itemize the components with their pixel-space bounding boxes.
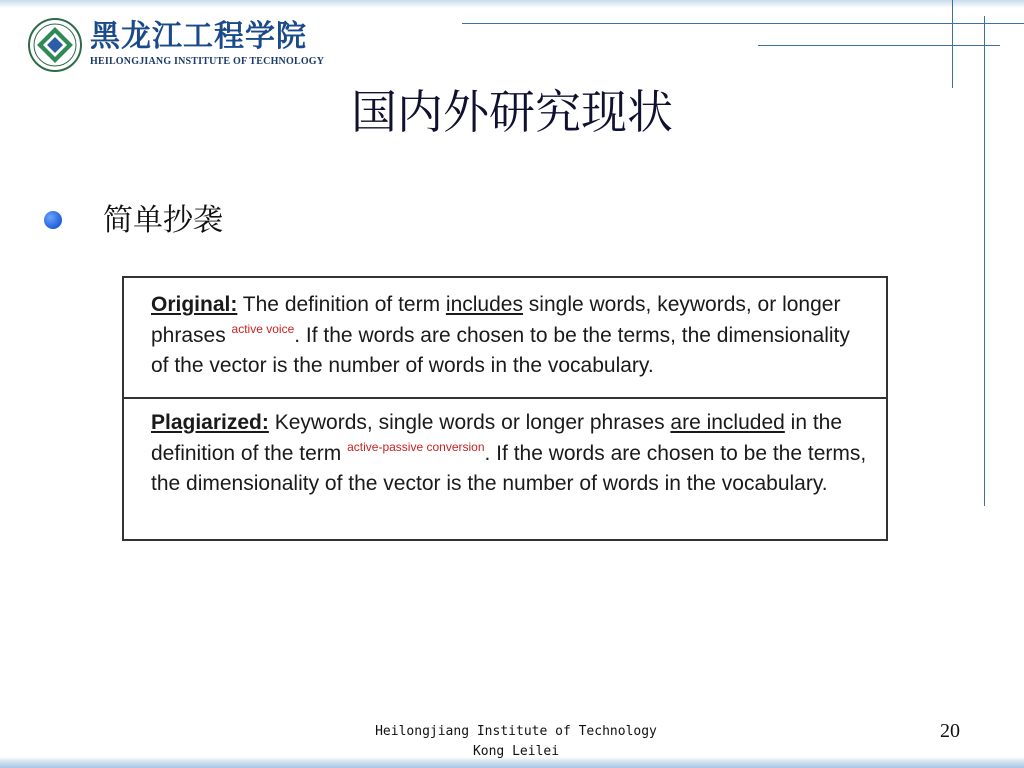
original-annotation: active voice [231,321,295,336]
institute-emblem-icon [28,18,82,72]
plagiarized-text: in the definition of the term [151,411,843,465]
original-text: . If the words are chosen to be the terms, the dimensionality of the vector is the number of words in the vocabulary. [151,323,850,377]
footer [350,722,682,762]
plagiarized-example [124,397,886,539]
plagiarized-text: . If the words are chosen to be the terms, the dimensionality of the vector is the number of words in the vocabulary. [151,441,867,495]
page-number: 20 [940,720,960,742]
original-text: The definition of term [237,293,446,316]
bullet-text: 简单抄袭 [103,203,223,238]
original-label: Original: [151,293,238,316]
institute-name-cn: 黑龙江工程学院 [90,19,307,54]
decor-line [758,45,1000,46]
plagiarized-underlined-text: are included [670,411,785,434]
plagiarized-label: Plagiarized: [151,411,269,434]
decor-line [462,23,1024,24]
institute-name-en: HEILONGJIANG INSTITUTE OF TECHNOLOGY [90,56,325,67]
footer-institute: Heilongjiang Institute of Technology [375,724,657,739]
top-gradient-band [0,0,1024,8]
original-text: single words, keywords, or longer phrases [151,293,841,347]
plagiarized-annotation: active-passive conversion [347,439,485,454]
slide-title: 国内外研究现状 [351,85,673,139]
bullet-icon [44,211,62,229]
plagiarized-text: Keywords, single words or longer phrases [268,411,671,434]
footer-author: Kong Leilei [472,744,560,759]
plagiarism-example-figure [122,276,888,541]
decor-line [952,0,953,88]
institute-logo [28,18,325,74]
original-example [124,278,886,397]
original-underlined-text: includes [445,293,523,316]
